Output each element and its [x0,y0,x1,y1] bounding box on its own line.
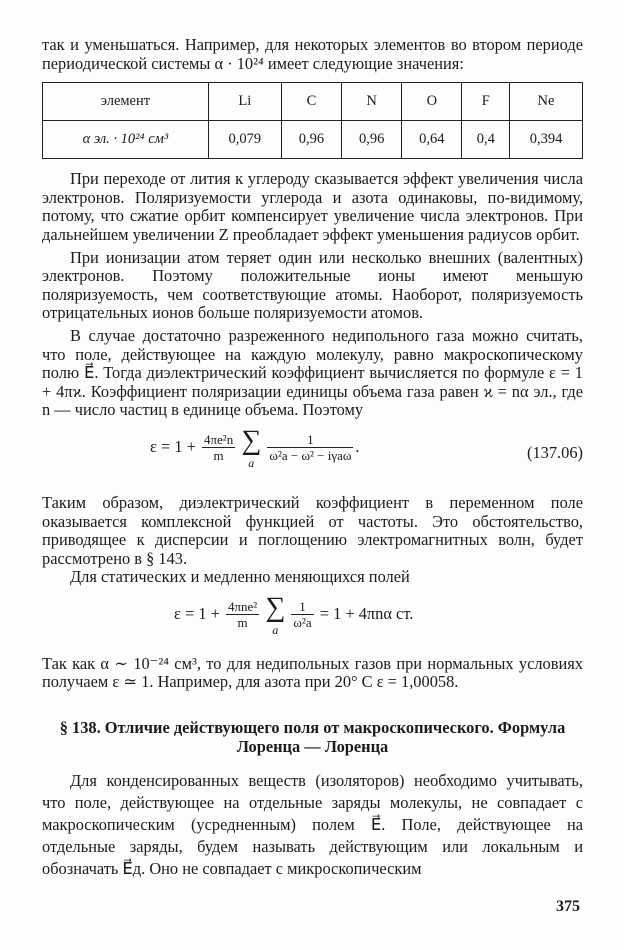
section-heading: § 138. Отличие действующего поля от макроскопического. Формула Лоренца — Лоренца [59,718,566,757]
eq2-coef-denominator: m [237,614,248,630]
table-cell: 0,079 [208,121,281,159]
table-cell: α эл. · 10²⁴ см³ [43,121,209,159]
paragraph-condensed-matter: Для конденсированных веществ (изоляторов) необходимо учитывать, что поле, действующее на отдельные заряды молекулы, не совпадает с макроскопическим (усредненным) полем E⃗. Поле, действующее на отдельные заряды, будем называть действующим или локальным и обозначать E⃗д. Оно не совпадает с микроскопическим [42,771,583,879]
eq2-sum-index: a [272,622,279,637]
eq2-coef-numerator: 4πne² [227,598,258,614]
table-header-cell: Ne [510,83,583,121]
eq1-summation [241,426,261,470]
eq1-frac-denominator: ω²a − ω² − iγaω [269,447,352,463]
paragraph-ionization: При ионизации атом теряет один или несколько внешних (валентных) электронов. Поэтому положительные ионы имеют меньшую поляризуемость, чем соответствующие атомы. Наоборот, поляризуемость отрицательных ионов больше поляризуемости атомов. [42,247,583,323]
paragraph-normal-conditions: Так как α ∼ 10⁻²⁴ см³, то для недипольных газов при нормальных условиях получаем ε ≃ 1. Например, для азота при 20° C ε = 1,00058. [42,653,583,692]
eq1-fraction [267,432,353,464]
equation-number: (137.06) [527,442,583,462]
page-content [42,36,583,880]
eq2-lhs: ε = 1 + [174,603,220,623]
paragraph-lithium-carbon: При переходе от лития к углероду сказывается эффект увеличения числа электронов. Поляризуемости углерода и азота одинаковы, по-видимому, потому, что сжатие орбит компенсирует увеличение числа электронов. При дальнейшем увеличении Z преобладает эффект уменьшения радиусов орбит. [42,169,583,244]
table-header-cell: элемент [43,83,209,121]
paragraph-rarefied-gas: В случае достаточно разреженного недипольного газа можно считать, что поле, действующее на каждую молекулу, равно макроскопическому полю E⃗. Тогда диэлектрический коэффициент вычисляется по формуле ε = 1 + 4πϰ. Коэффициент поляризации единицы объема газа равен ϰ = nα эл., где n — число частиц в единице объема. Поэтому [42,325,583,420]
page-number: 375 [556,898,580,915]
sum-sign-icon: ∑ [241,424,262,456]
paragraph-complex-function: Таким образом, диэлектрический коэффициент в переменном поле оказывается комплексной функцией от частоты. Это обстоятельство, приводящее к дисперсии и поглощению электромагнитных волн, будет рассмотрено в § 143. [42,492,583,568]
eq2-coefficient [226,599,259,631]
equation-137-06 [42,426,583,486]
table-header-cell: N [342,83,402,121]
table-cell: 0,394 [510,121,583,159]
paragraph-intro: так и уменьшаться. Например, для некоторых элементов во втором периоде периодической системы α · 10²⁴ имеет следующие значения: [42,35,583,73]
eq2-frac-numerator: 1 [291,599,313,615]
table-cell: 0,96 [281,121,341,159]
table-header-cell: Li [208,83,281,121]
paragraph-static-fields: Для статических и медленно меняющихся полей [70,567,410,587]
eq1-coefficient [202,432,235,464]
table-cell: 0,4 [462,121,510,159]
table-row [43,121,583,159]
eq2-rhs: = 1 + 4πnα ст. [319,603,414,623]
table-cell: 0,64 [402,121,462,159]
table-cell: 0,96 [342,121,402,159]
eq1-lhs: ε = 1 + [150,436,196,456]
sum-sign-icon: ∑ [265,591,286,623]
eq1-coef-denominator: m [213,447,224,463]
eq2-frac-denominator: ω²a [293,614,312,630]
equation-static [42,593,583,647]
eq2-summation [265,593,285,637]
eq2-fraction [291,599,313,631]
table-header-cell: O [402,83,462,121]
eq1-frac-numerator: 1 [267,432,353,448]
table-header-cell: F [462,83,510,121]
eq1-coef-numerator: 4πe²n [203,431,234,447]
eq1-tail: . [355,436,360,456]
polarizability-table [42,82,583,159]
table-header-cell: C [281,83,341,121]
table-header-row [43,83,583,121]
eq1-sum-index: a [248,455,255,470]
